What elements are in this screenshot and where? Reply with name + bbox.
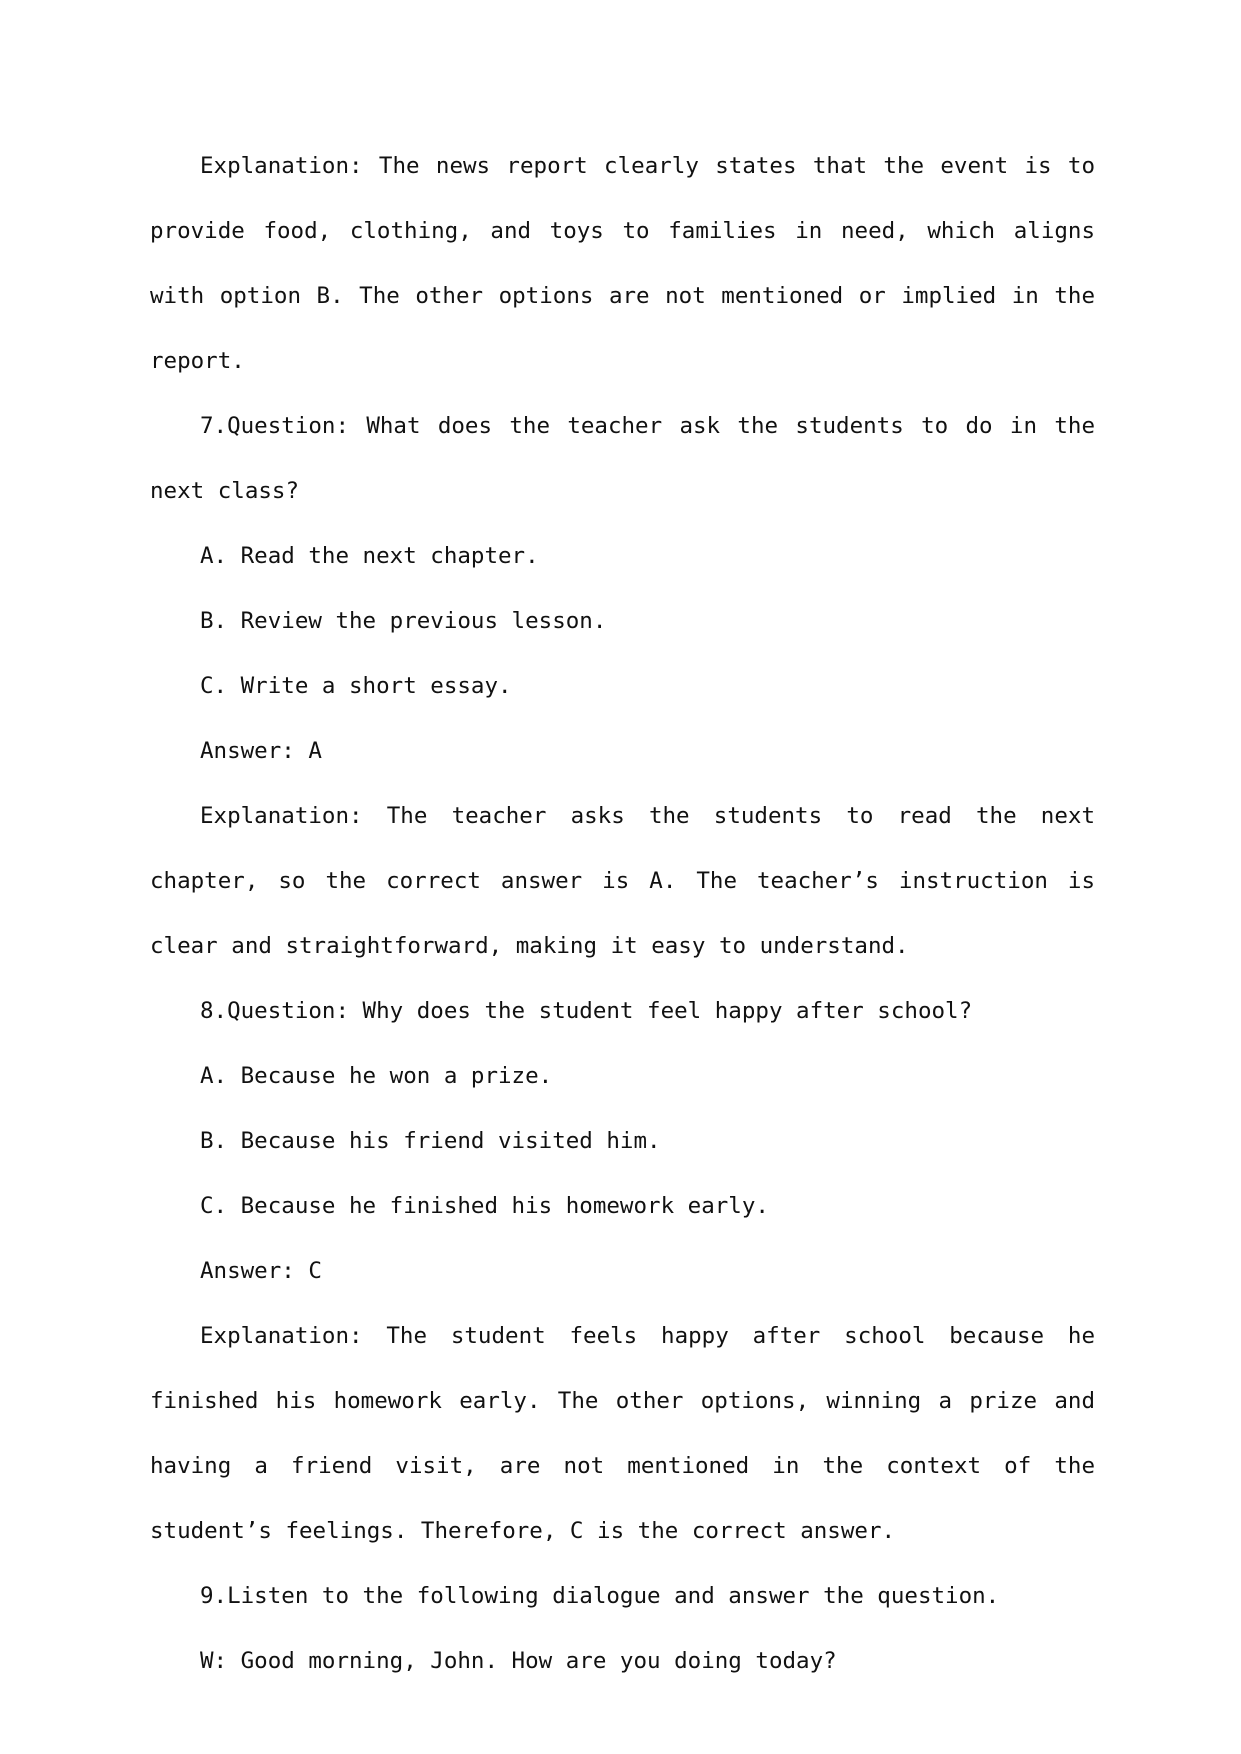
- document-body: [150, 134, 1095, 1694]
- answer-8: Answer: C: [200, 1258, 322, 1284]
- question-7: 7.Question: What does the teacher ask the students to do in the next class?: [150, 413, 1095, 504]
- option-8a: A. Because he won a prize.: [200, 1063, 553, 1089]
- option-7a: A. Read the next chapter.: [200, 543, 539, 569]
- option-8c: C. Because he finished his homework early.: [200, 1193, 769, 1219]
- explanation-q7: Explanation: The teacher asks the students to read the next chapter, so the correct answer is A. The teacher’s instruction is clear and straightforward, making it easy to understand.: [150, 803, 1095, 959]
- explanation-q6: Explanation: The news report clearly states that the event is to provide food, clothing, and toys to families in need, which aligns with option B. The other options are not mentioned or implied in the report.: [150, 153, 1095, 374]
- dialogue-line-w: W: Good morning, John. How are you doing today?: [200, 1648, 837, 1674]
- option-8b: B. Because his friend visited him.: [200, 1128, 661, 1154]
- explanation-q8: Explanation: The student feels happy after school because he finished his homework early. The other options, winning a prize and having a friend visit, are not mentioned in the context of the student’s feelings. Therefore, C is the correct answer.: [150, 1323, 1095, 1544]
- question-8: 8.Question: Why does the student feel happy after school?: [200, 998, 973, 1024]
- option-7c: C. Write a short essay.: [200, 673, 512, 699]
- question-9: 9.Listen to the following dialogue and answer the question.: [200, 1583, 1000, 1609]
- answer-7: Answer: A: [200, 738, 322, 764]
- option-7b: B. Review the previous lesson.: [200, 608, 607, 634]
